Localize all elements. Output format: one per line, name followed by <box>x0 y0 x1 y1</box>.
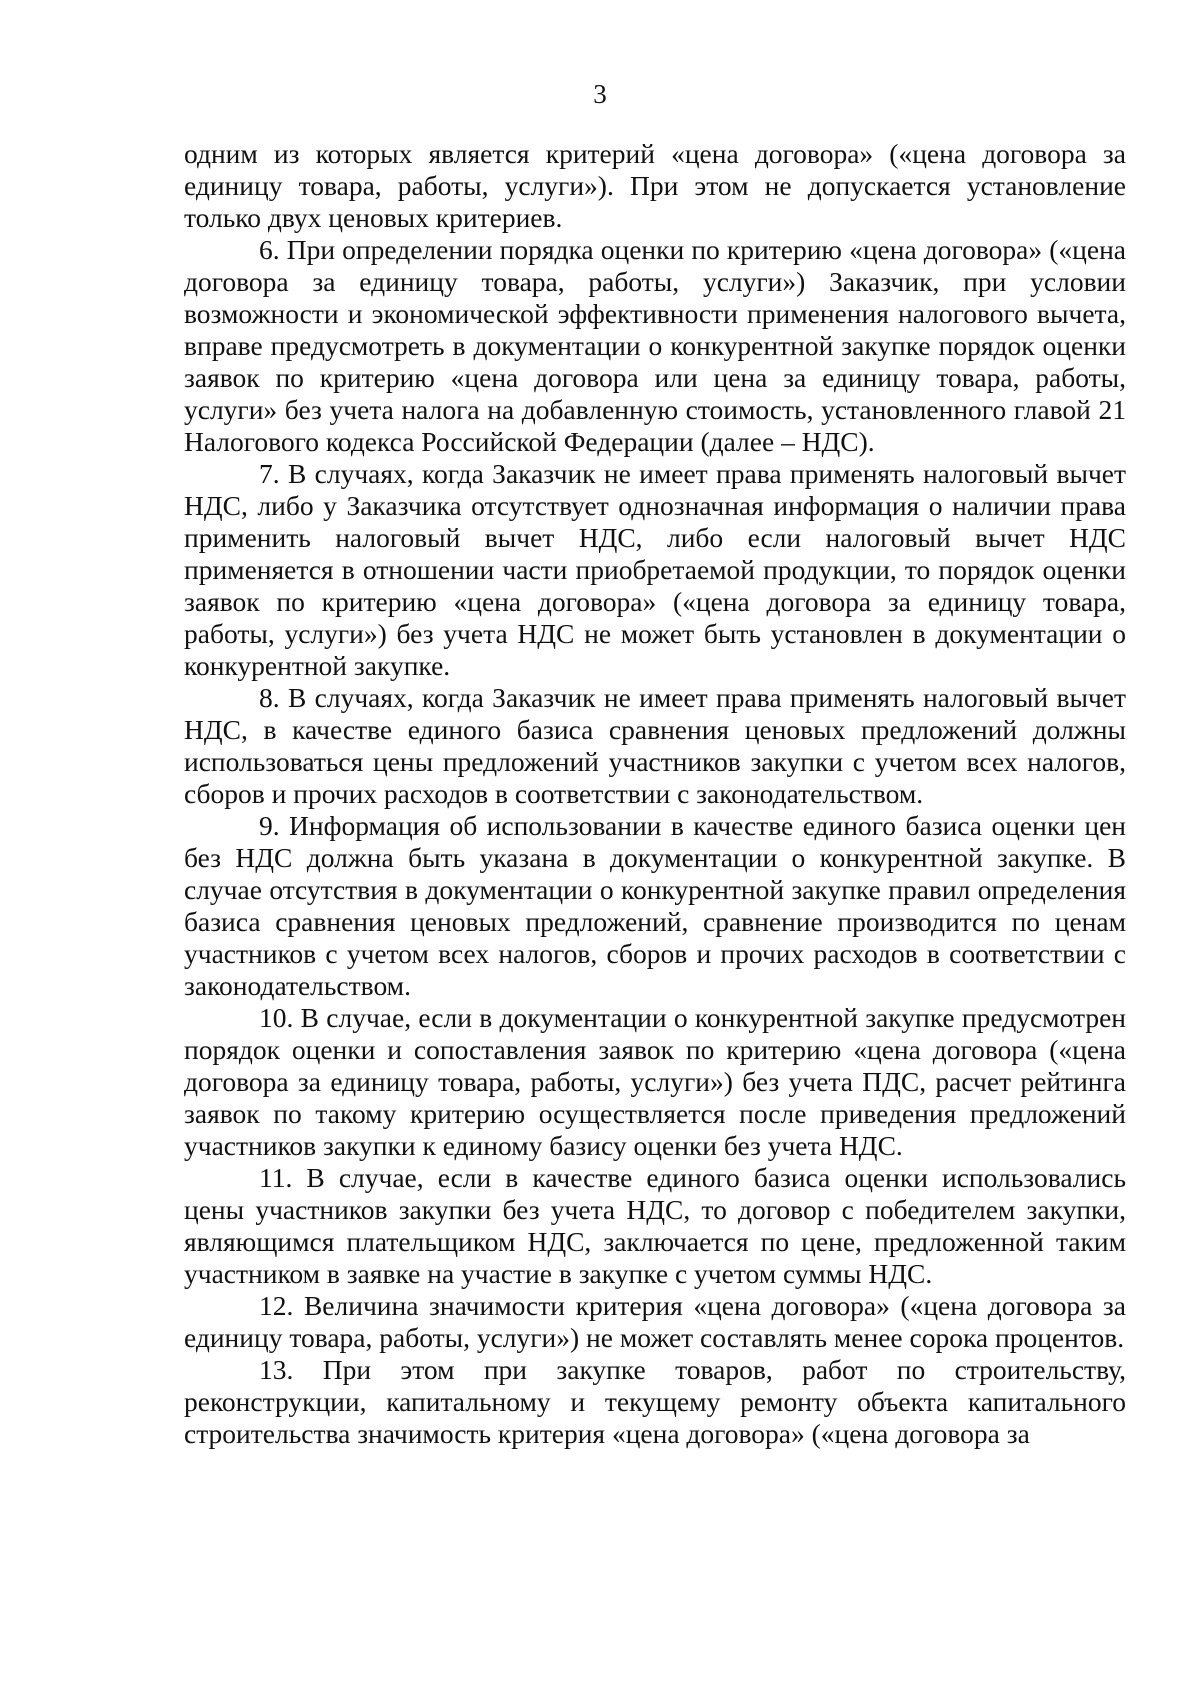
paragraph-item-6: 6. При определении порядка оценки по критерию «цена договора» («цена договора за единицу товара, работы, услуги») Заказчик, при условии возможности и экономической эффективности применения налогового вычета, вправе предусмотреть в документации о конкурентной закупке порядок оценки заявок по критерию «цена договора или цена за единицу товара, работы, услуги» без учета налога на добавленную стоимость, установленного главой 21 Налогового кодекса Российской Федерации (далее – НДС). <box>184 234 1126 457</box>
paragraph-continuation: одним из которых является критерий «цена договора» («цена договора за единицу товара, работы, услуги»). При этом не допускается установление только двух ценовых критериев. <box>184 138 1126 233</box>
paragraph-item-8: 8. В случаях, когда Заказчик не имеет права применять налоговый вычет НДС, в качестве единого базиса сравнения ценовых предложений должны использоваться цены предложений участников закупки с учетом всех налогов, сборов и прочих расходов в соответствии с законодательством. <box>184 682 1126 809</box>
paragraph-item-11: 11. В случае, если в качестве единого базиса оценки использовались цены участников закупки без учета НДС, то договор с победителем закупки, являющимся плательщиком НДС, заключается по цене, предложенной таким участником в заявке на участие в закупке с учетом суммы НДС. <box>184 1162 1126 1289</box>
paragraph-item-12: 12. Величина значимости критерия «цена договора» («цена договора за единицу товара, работы, услуги») не может составлять менее сорока процентов. <box>184 1290 1126 1353</box>
paragraph-item-10: 10. В случае, если в документации о конкурентной закупке предусмотрен порядок оценки и сопоставления заявок по критерию «цена договора («цена договора за единицу товара, работы, услуги») без учета ПДС, расчет рейтинга заявок по такому критерию осуществляется после приведения предложений участников закупки к единому базису оценки без учета НДС. <box>184 1002 1126 1161</box>
document-body <box>184 138 1126 1450</box>
paragraph-item-13: 13. При этом при закупке товаров, работ по строительству, реконструкции, капитальному и текущему ремонту объекта капитального строительства значимость критерия «цена договора» («цена договора за <box>184 1354 1126 1449</box>
paragraph-item-9: 9. Информация об использовании в качестве единого базиса оценки цен без НДС должна быть указана в документации о конкурентной закупке. В случае отсутствия в документации о конкурентной закупке правил определения базиса сравнения ценовых предложений, сравнение производится по ценам участников с учетом всех налогов, сборов и прочих расходов в соответствии с законодательством. <box>184 810 1126 1001</box>
paragraph-item-7: 7. В случаях, когда Заказчик не имеет права применять налоговый вычет НДС, либо у Заказчика отсутствует однозначная информация о наличии права применить налоговый вычет НДС, либо если налоговый вычет НДС применяется в отношении части приобретаемой продукции, то порядок оценки заявок по критерию «цена договора» («цена договора за единицу товара, работы, услуги») без учета НДС не может быть установлен в документации о конкурентной закупке. <box>184 458 1126 681</box>
page-number: 3 <box>593 79 607 109</box>
